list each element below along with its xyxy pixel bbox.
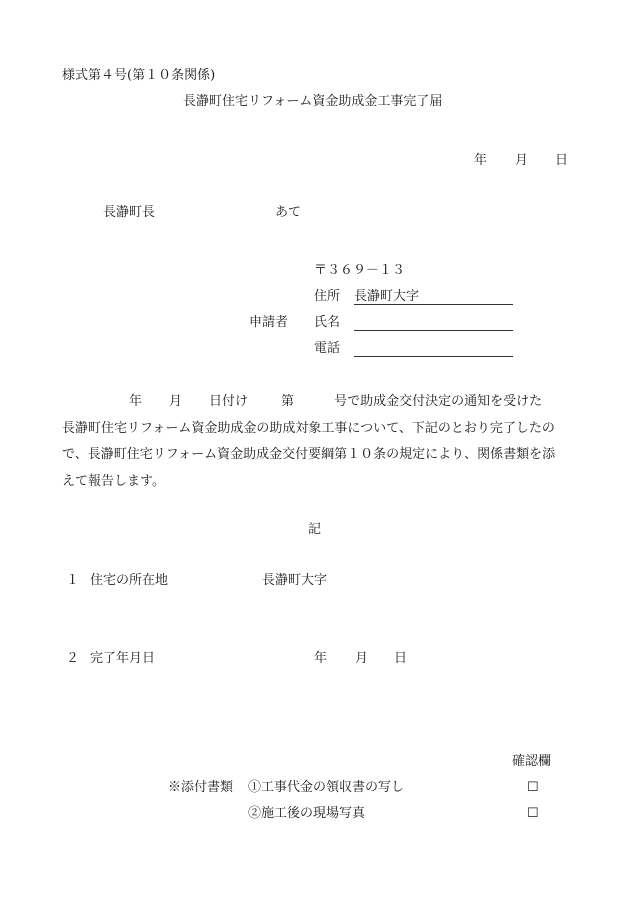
body-line-1: 年 月 日付け 第 号で助成金交付決定の通知を受けた	[129, 394, 543, 409]
item-2-year-label: 年	[314, 651, 328, 666]
recipient-name: 長瀞町長	[103, 205, 156, 220]
body-line-2: 長瀞町住宅リフォーム資金助成金の助成対象工事について、下記のとおり完了したの	[62, 420, 555, 436]
item-2-month-label: 月	[355, 651, 369, 666]
address-label: 住所	[314, 289, 341, 304]
item-2-day-label: 日	[394, 651, 408, 666]
form-number: 様式第４号(第１０条関係)	[62, 68, 216, 83]
attachment-doc-1: ①工事代金の領収書の写し	[248, 780, 405, 795]
phone-label: 電話	[314, 341, 341, 356]
body-line-4: えて報告します。	[62, 473, 165, 489]
item-1-number: １	[66, 573, 80, 588]
checkbox-doc-1[interactable]: ☐	[527, 780, 539, 795]
checkbox-doc-2[interactable]: ☐	[527, 806, 539, 821]
ki-heading: 記	[308, 522, 322, 537]
date-year-label: 年	[474, 153, 488, 168]
date-day-label: 日	[555, 153, 569, 168]
item-1-value: 長瀞町大字	[262, 573, 328, 588]
applicant-label: 申請者	[249, 315, 289, 330]
check-column-header: 確認欄	[512, 754, 552, 769]
attachments-label: ※添付書類	[168, 780, 234, 795]
document-title: 長瀞町住宅リフォーム資金助成金工事完了届	[183, 94, 443, 109]
address-value: 長瀞町大字	[354, 289, 420, 304]
item-2-number: ２	[66, 651, 80, 666]
attachment-doc-2: ②施工後の現場写真	[248, 806, 366, 821]
item-1-label: 住宅の所在地	[90, 573, 169, 588]
item-2-label: 完了年月日	[90, 651, 156, 666]
body-line-3: で、長瀞町住宅リフォーム資金助成金交付要綱第１０条の規定により、関係書類を添	[62, 447, 556, 462]
address-field[interactable]	[354, 289, 513, 305]
postal-code: 〒３６９－１３	[314, 263, 406, 278]
name-field[interactable]	[354, 315, 513, 331]
name-label: 氏名	[314, 315, 341, 330]
recipient-suffix: あて	[275, 205, 302, 220]
date-month-label: 月	[515, 153, 529, 168]
body-paragraph	[62, 389, 570, 495]
phone-field[interactable]	[354, 341, 513, 357]
